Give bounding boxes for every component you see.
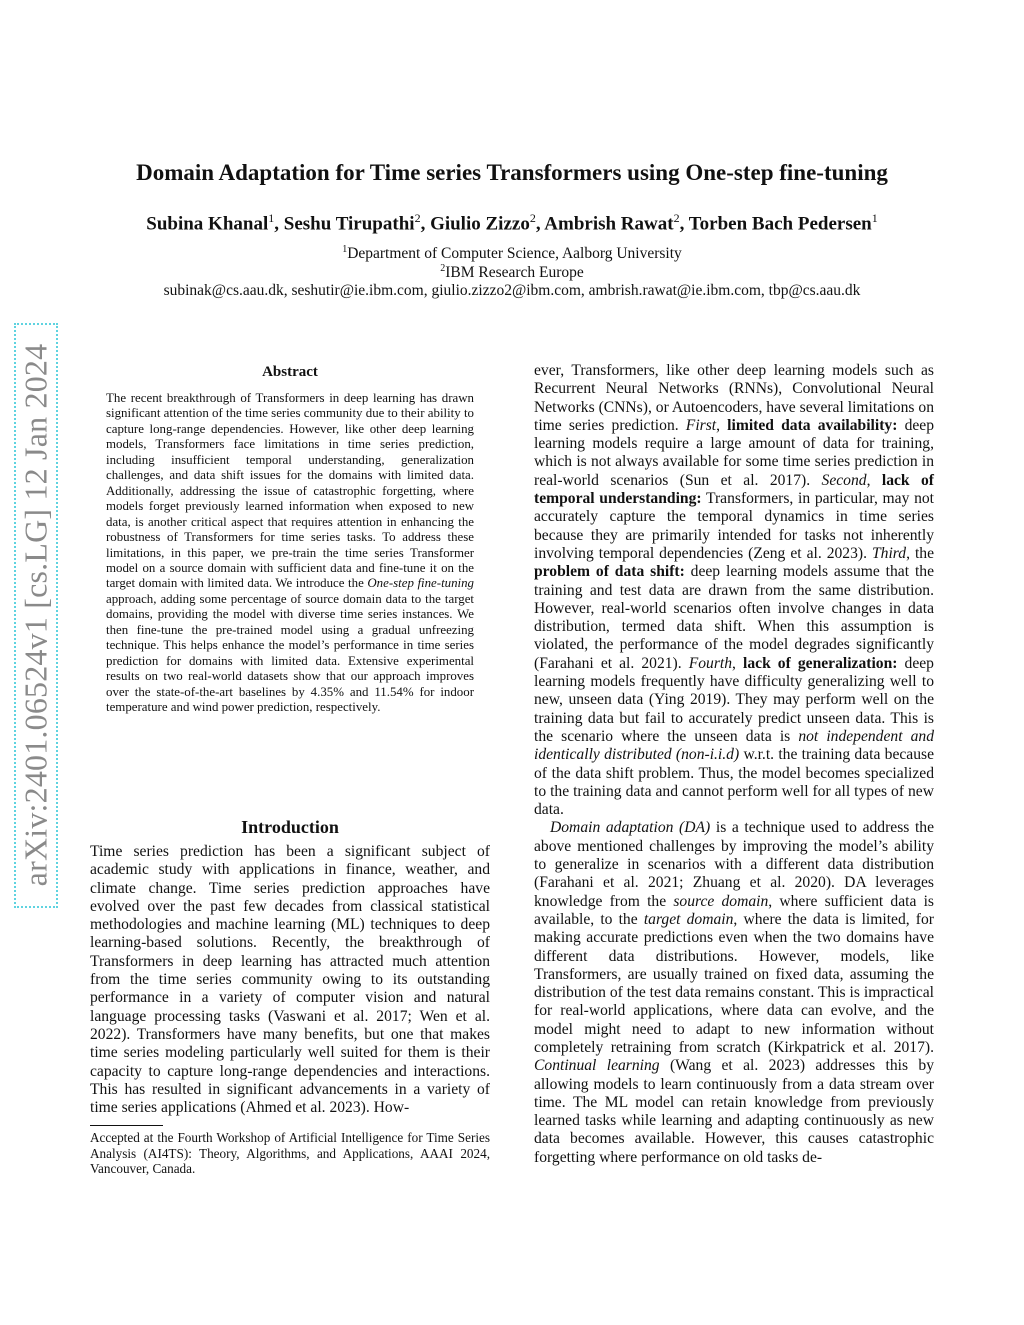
affiliation-text: IBM Research Europe xyxy=(445,264,584,282)
author-name: Giulio Zizzo xyxy=(430,213,530,235)
footnote-divider xyxy=(90,1125,163,1126)
author-name: Seshu Tirupathi xyxy=(283,213,415,235)
paper-title: Domain Adaptation for Time series Transformers using One-step fine-tuning xyxy=(136,160,888,185)
bold-term: problem of data shift: xyxy=(534,563,685,581)
affiliation-1 xyxy=(0,244,1024,263)
emphasis: Domain adaptation (DA) xyxy=(550,819,711,837)
affiliation-text: Department of Computer Science, Aalborg University xyxy=(347,245,682,263)
arxiv-identifier[interactable]: arXiv:2401.06524v1 [cs.LG] 12 Jan 2024 xyxy=(17,343,54,887)
bold-term: lack of generalization: xyxy=(743,654,898,672)
footnote: Accepted at the Fourth Workshop of Artificial Intelligence for Time Series Analysis (AI4TS): Theory, Algorithms, and Applications, AAAI 2024, Vancouver, Canada. xyxy=(90,1130,490,1177)
abstract-body xyxy=(106,391,474,716)
abstract-text: approach, adding some percentage of source domain data to the target domains, providing the model with diverse time series instances. We then fine-tune the pre-trained model using a gradual unfreezing technique. This helps enhance the model’s performance in time series prediction for domains with limited data. Extensive experimental results on two real-world datasets show that our approach improves over the state-of-the-art baselines by 4.35% and 11.54% for indoor temperature and wind power prediction, respectively. xyxy=(106,591,474,715)
author-affiliation-mark: 1 xyxy=(871,211,878,225)
paragraph xyxy=(534,819,934,1167)
emphasis: First xyxy=(685,416,717,434)
author-name: Subina Khanal xyxy=(146,213,269,235)
paragraph: ever, Transformers, like other deep learning models such as Recurrent Neural Networks (RNNs), Convolutional Neural Networks (CNNs), or Autoencoders, have several limitations on time series prediction. First, limited data availability: deep learning models require a large amount of data for training, which is not always available for some time series prediction in real-world scenarios (Sun et al. 2017). Second, lack of temporal understanding: Transformers, in particular, may not accurately capture the temporal dynamics in time series because they are primarily intended for tasks not inherently involving temporal dependencies (Zeng et al. 2023). Third, the problem of data shift: deep learning models assume that the training and test data are drawn from the same distribution. However, real-world scenarios often involve changes in data distribution, termed data shift. When this assumption is violated, the performance of the model degrades significantly (Farahani et al. 2021). Fourth, lack of generalization: deep learning models frequently have difficulty generalizing well to new, unseen data (Ying 2019). They may perform well on the training data but fail to accurately predict unseen data. This is the scenario where the unseen data is not independent and identically distributed (non-i.i.d) w.r.t. the training data because of the data shift problem. Thus, the model becomes specialized to the training data and cannot perform well for all types of new data. xyxy=(534,362,935,819)
author-list: Subina Khanal$^1$, Seshu Tirupathi$^2$, Giulio Zizzo$^2$, Ambrish Rawat$^2$, Torben Bach Pedersen$^1$ xyxy=(146,211,878,235)
emphasis: Fourth xyxy=(688,654,733,672)
text-run: , where sufficient data is available, to the xyxy=(534,892,934,928)
author-affiliation-mark: 2 xyxy=(673,211,680,225)
abstract-text: The recent breakthrough of Transformers in deep learning has drawn significant attention of the time series community due to their ability to capture long-range dependencies. However, like other deep learning models, Transformers face limitations in time series prediction, including insufficient temporal understanding, generalization challenges, and data shift issues for the domains with limited data. Additionally, addressing the issue of catastrophic forgetting, where models forget previously learned information when exposed to new data, is another critical aspect that requires attention in enhancing the robustness of Transformers for time series tasks. To address these limitations, in this paper, we pre-train the time series Transformer model on a source domain with sufficient data and fine-tune it on the target domain with limited data. We introduce the xyxy=(106,391,474,591)
affiliation-number: 1 xyxy=(342,244,348,255)
author-affiliation-mark: 1 xyxy=(268,211,275,225)
text-run: ever, Transformers, like other deep learning models such as Recurrent Neural Networks (RNNs), Convolutional Neural Networks (CNNs), or Autoencoders, have several limitations on time series prediction. xyxy=(534,362,934,434)
text-run: w.r.t. the training data because of the data shift problem. Thus, the model becomes specialized to the training data and cannot perform well for all types of new data. xyxy=(534,746,935,819)
introduction-right-column xyxy=(534,362,934,1167)
text-run: deep learning models assume that the training and test data are drawn from the same distribution. However, real-world scenarios often involve changes in data distribution, termed data shift. When this assumption is violated, the performance of the model degrades significantly (Farahani et al. 2021). xyxy=(534,563,934,672)
abstract-heading: Abstract xyxy=(262,364,318,380)
bold-term: lack of temporal understanding: xyxy=(534,471,934,508)
abstract-emphasis: One-step fine-tuning xyxy=(367,576,475,591)
affiliation-2 xyxy=(0,263,1024,282)
introduction-heading: Introduction xyxy=(241,817,339,837)
author-emails: subinak@cs.aau.dk, seshutir@ie.ibm.com, giulio.zizzo2@ibm.com, ambrish.rawat@ie.ibm.com, tbp@cs.aau.dk xyxy=(163,282,861,299)
emphasis: Second xyxy=(821,471,867,489)
affiliation-number: 2 xyxy=(440,263,446,274)
emphasis: target domain xyxy=(643,910,734,928)
text-run: , where the data is limited, for making accurate predictions even when the two domains have different data distributions. However, models, like Transformers, are usually trained on fixed data, assuming the distribution of the test data remains constant. This is impractical for real-world applications, where data can evolve, and the model might need to adapt to new information without completely retraining from scratch (Kirkpatrick et al. 2017). xyxy=(534,910,934,1056)
text-run: (Wang et al. 2023) addresses this by allowing models to learn continuously from a data stream over time. The ML model can retain knowledge from previously learned tasks while learning and adapting continuously as new data becomes available. However, this causes catastrophic forgetting where performance on old tasks de- xyxy=(534,1057,935,1166)
emphasis: Continual learning xyxy=(534,1057,660,1075)
author-name: Ambrish Rawat xyxy=(544,213,674,235)
paragraph: Time series prediction has been a significant subject of academic study with applications in finance, weather, and climate change. Time series prediction approaches have evolved over the past few decades from classical statistical methodologies and machine learning (ML) techniques to deep learning-based solutions. Recently, the breakthrough of Transformers in deep learning has attracted much attention from the time series community owing to its outstanding performance in a variety of computer vision and natural language processing tasks (Vaswani et al. 2017; Wen et al. 2022). Transformers have many benefits, but one that makes time series modeling particularly well suited for them is their capacity to capture long-range dependencies and interactions. This has resulted in significant advancements in a variety of time series applications (Ahmed et al. 2023). How- xyxy=(90,843,490,1117)
text-run: deep learning models require a large amount of data for training, which is not always available for some time series prediction in real-world scenarios (Sun et al. 2017). xyxy=(534,416,934,489)
emphasis: Third xyxy=(871,544,907,562)
text-run: deep learning models frequently have difficulty generalizing well to new, unseen data (Ying 2019). They may perform well on the training data but fail to accurately predict unseen data. This is the scenario where the unseen data is xyxy=(534,654,934,745)
text-run: is a technique used to address the above mentioned challenges by improving the model’s ability to generalize in scenarios with a different data distribution (Farahani et al. 2021; Zhuang et al. 2020). DA leverages knowledge from the xyxy=(534,819,935,910)
text-run: Transformers, in particular, may not accurately capture the temporal dynamics in time series because they are primarily intended for tasks not inherently involving temporal dependencies (Zeng et al. 2023). xyxy=(534,490,934,562)
author-name: Torben Bach Pedersen xyxy=(688,213,872,235)
author-affiliation-mark: 2 xyxy=(414,211,421,225)
introduction-left-column xyxy=(90,843,490,1117)
text-run: the xyxy=(914,544,934,562)
author-affiliation-mark: 2 xyxy=(529,211,536,225)
emphasis: not independent and identically distributed (non-i.i.d) xyxy=(534,727,934,764)
bold-term: limited data availability: xyxy=(727,416,898,434)
emphasis: source domain xyxy=(673,892,769,910)
